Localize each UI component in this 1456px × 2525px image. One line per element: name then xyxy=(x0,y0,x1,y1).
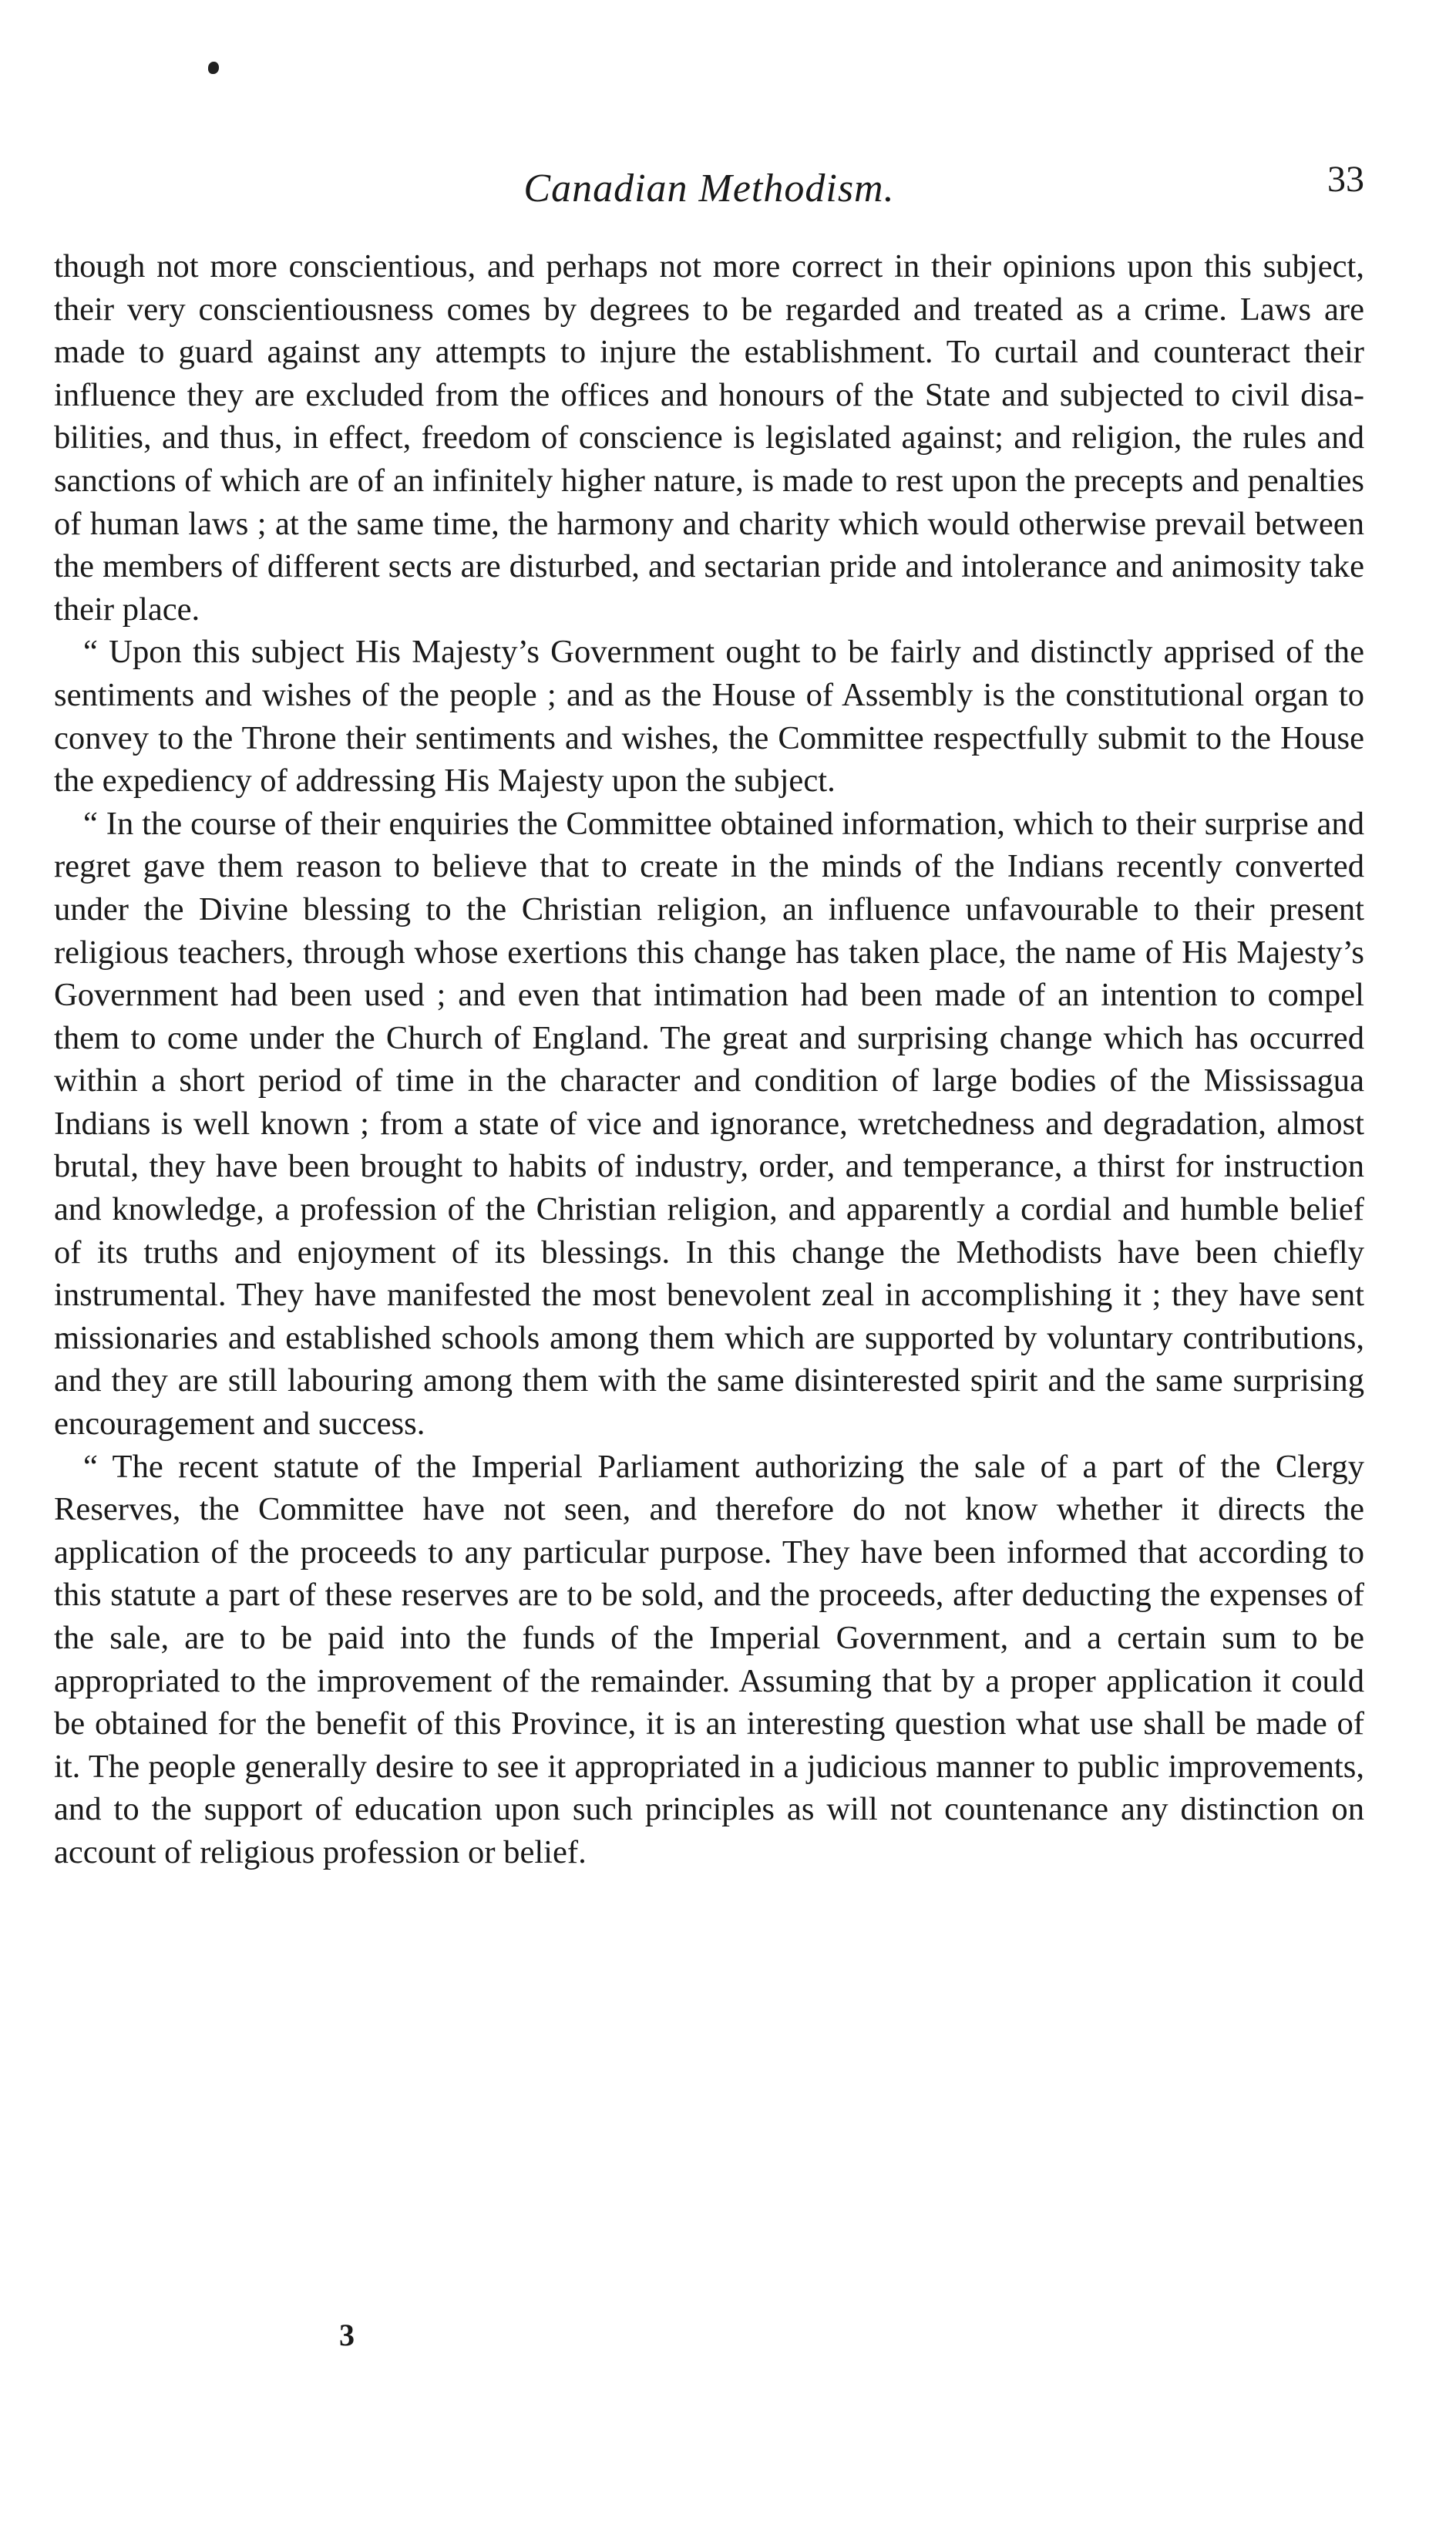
ink-speck xyxy=(208,62,219,74)
paragraph: “ Upon this subject His Majesty’s Government ought to be fairly and distinctly apprised of the sentiments and wishes of the people ; and as the House of Assembly is the constitutional organ to convey to the Throne their sentiments and wishes, the Committee respectfully submit to the House the expediency of addressing His Majesty upon the subject. xyxy=(54,634,1364,800)
running-title: Canadian Methodism. xyxy=(523,167,895,210)
paragraph: though not more conscientious, and perhaps not more correct in their opinions upon this subject, their very conscientiousness comes by degrees to be regarded and treated as a crime. Laws are made to guard against any attempts to injure the establishment. To curtail and counteract their influence they are excluded from the offices and honours of the State and subjected to civil disabilities, and thus, in effect, freedom of conscience is legislated against; and religion, the rules and sanctions of which are of an infinitely higher nature, is made to rest upon the precepts and penalties of human laws ; at the same time, the harmony and charity which would otherwise prevail between the members of different sects are disturbed, and sectarian pride and intolerance and animosity take their place. xyxy=(54,248,1364,628)
signature-mark: 3 xyxy=(339,2318,355,2352)
paragraph: “ The recent statute of the Imperial Parliament authorizing the sale of a part of the Clergy Reserves, the Committee have not seen, and therefore do not know whether it directs the application of the proceeds to any particular purpose. They have been informed that according to this statute a part of these reserves are to be sold, and the proceeds, after deducting the expenses of the sale, are to be paid into the funds of the Imperial Government, and a certain sum to be appropriated to the improvement of the remainder. Assuming that by a proper application it could be obtained for the benefit of this Province, it is an interesting question what use shall be made of it. The people generally desire to see it appropriated in a judicious manner to public improvements, and to the support of education upon such principles as will not countenance any distinction on account of religious profession or belief. xyxy=(54,1448,1364,1870)
page-number: 33 xyxy=(1327,159,1364,200)
paragraph: “ In the course of their enquiries the Committee obtained information, which to their surprise and regret gave them reason to believe that to create in the minds of the Indians recently converted under the Divine blessing to the Christian religion, an influence unfavourable to their present religious teachers, through whose exertions this change has taken place, the name of His Majesty’s Government had been used ; and even that intimation had been made of an intention to compel them to come under the Church of England. The great and surprising change which has occurred within a short period of time in the character and condition of large bodies of the Mississagua Indians is well known ; from a state of vice and ignorance, wretchedness and degradation, almost brutal, they have been brought to habits of industry, order, and temperance, a thirst for instruction and knowledge, a profession of the Christian religion, and apparently a cordial and humble belief of its truths and enjoyment of its blessings. In this change the Methodists have been chiefly instrumental. They have manifested the most benevolent zeal in accomplishing it ; they have sent missionaries and established schools among them which are supported by voluntary contributions, and they are still labouring among them with the same disinterested spirit and the same surprising encouragement and success. xyxy=(54,805,1364,1443)
body-text xyxy=(54,245,1364,1874)
page-header xyxy=(54,158,1364,227)
